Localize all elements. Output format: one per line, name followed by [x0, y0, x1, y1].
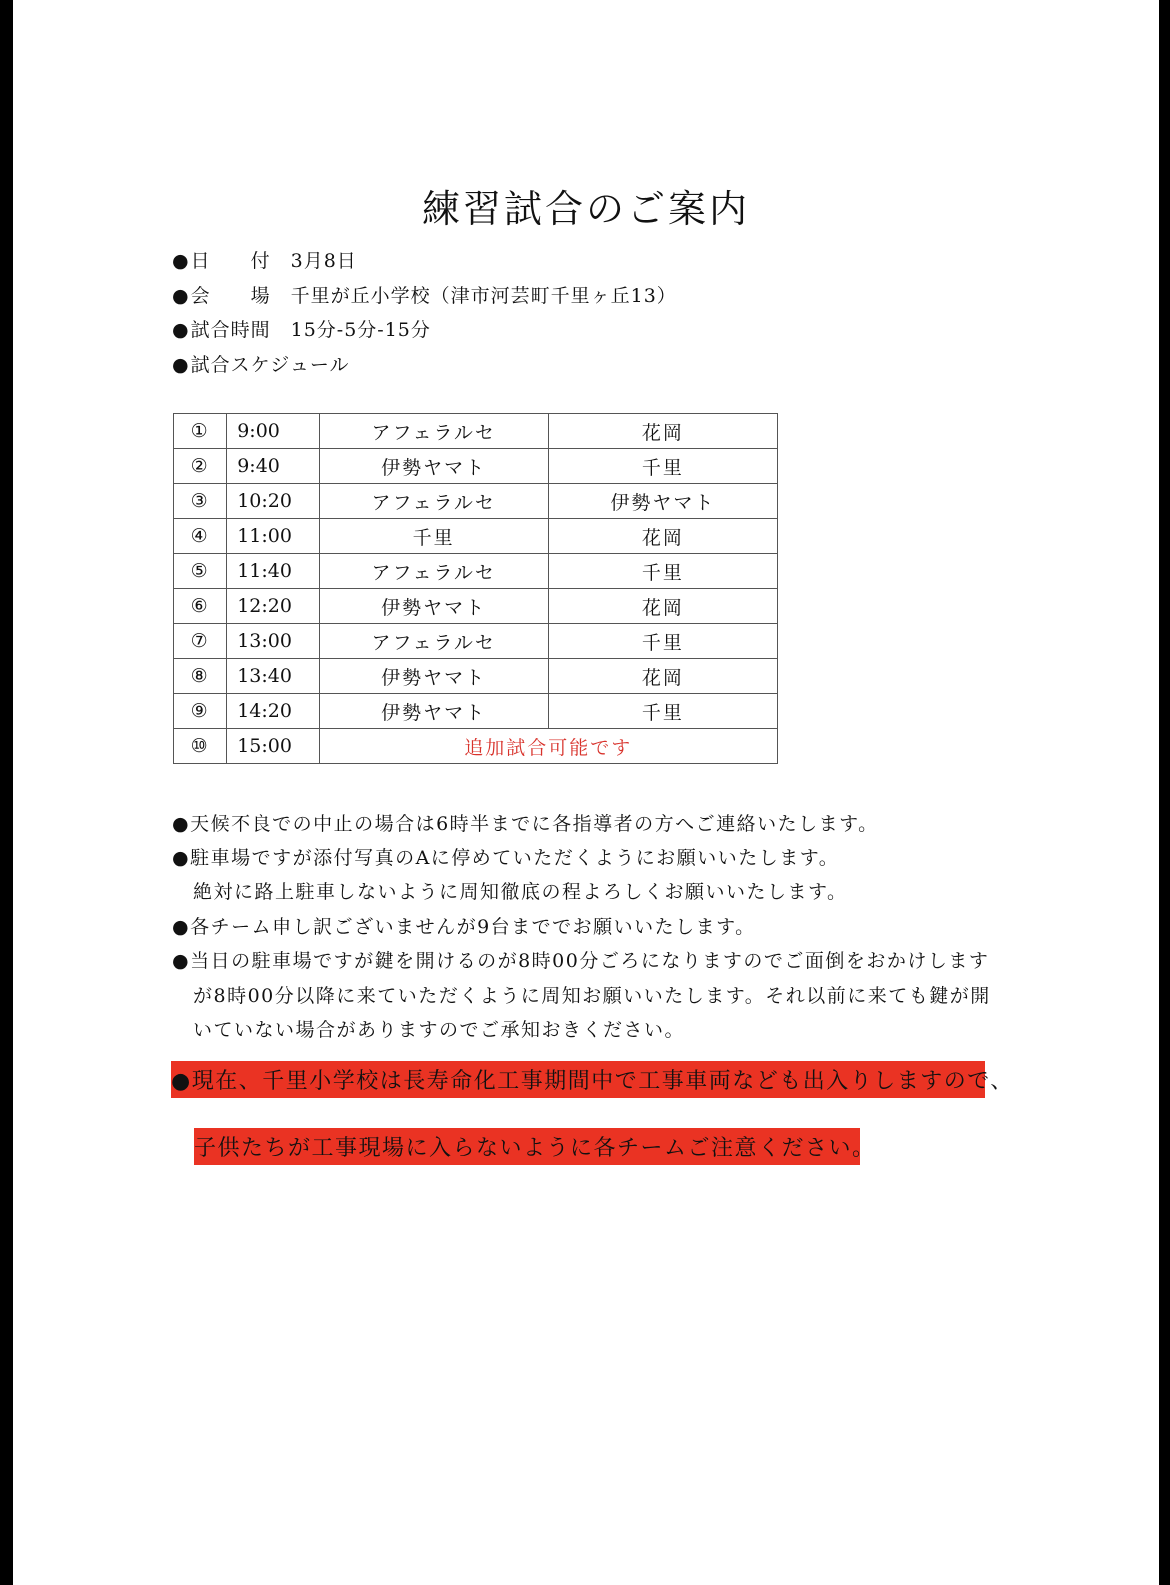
info-schedule-label: 試合スケジュール: [190, 354, 350, 376]
page-title: 練習試合のご案内: [421, 187, 750, 231]
match-number: ③: [174, 484, 227, 519]
bullet-icon: ●: [172, 250, 190, 272]
table-row: [174, 449, 778, 484]
note-parking-street: 絶対に路上駐車しないように周知徹底の程よろしくお願いいたします。: [193, 881, 848, 903]
team-a: 伊勢ヤマト: [319, 449, 548, 484]
info-date-label: 日 付: [190, 250, 271, 272]
team-b: 千里: [548, 694, 777, 729]
info-schedule: [172, 350, 349, 377]
warning-band-line1: [171, 1061, 1014, 1098]
match-time: 15:00: [227, 729, 319, 764]
table-row: [174, 659, 778, 694]
team-b: 花岡: [548, 659, 777, 694]
team-b: 伊勢ヤマト: [548, 484, 777, 519]
match-time: 10:20: [227, 484, 319, 519]
team-a: 伊勢ヤマト: [319, 694, 548, 729]
team-b: 千里: [548, 449, 777, 484]
team-a: 千里: [319, 519, 548, 554]
warning-text-line1: ●現在、千里小学校は長寿命化工事期間中で工事車両なども出入りしますので、: [171, 1069, 1014, 1094]
extra-match-note: 追加試合可能です: [319, 729, 777, 764]
team-a: 伊勢ヤマト: [319, 589, 548, 624]
table-row: [174, 694, 778, 729]
match-number: ⑥: [174, 589, 227, 624]
info-match-time-value: 15分-5分-15分: [290, 319, 431, 341]
team-b: 花岡: [548, 589, 777, 624]
team-a: 伊勢ヤマト: [319, 659, 548, 694]
team-a: アフェラルセ: [319, 624, 548, 659]
info-date-value: 3月8日: [290, 250, 357, 272]
table-row: [174, 624, 778, 659]
note-gate-line1: ●当日の駐車場ですが鍵を開けるのが8時00分ごろになりますのでご面倒をおかけします: [172, 950, 990, 972]
match-time: 9:40: [227, 449, 319, 484]
match-number: ⑩: [174, 729, 227, 764]
info-match-time: [172, 315, 431, 342]
info-match-time-label: 試合時間: [190, 319, 271, 341]
match-number: ④: [174, 519, 227, 554]
match-number: ⑤: [174, 554, 227, 589]
match-time: 13:00: [227, 624, 319, 659]
match-time: 14:20: [227, 694, 319, 729]
match-time: 12:20: [227, 589, 319, 624]
team-b: 花岡: [548, 414, 777, 449]
note-car-limit: ●各チーム申し訳ございませんが9台まででお願いいたします。: [172, 916, 756, 938]
table-row: [174, 554, 778, 589]
info-date: [172, 246, 357, 273]
bullet-icon: ●: [172, 354, 190, 376]
bullet-icon: ●: [172, 319, 190, 341]
team-b: 花岡: [548, 519, 777, 554]
note-gate-line2: が8時00分以降に来ていただくように周知お願いいたします。それ以前に来ても鍵が開: [193, 985, 991, 1007]
match-time: 11:00: [227, 519, 319, 554]
team-b: 千里: [548, 554, 777, 589]
warning-band-line2: [194, 1128, 876, 1165]
info-venue-label: 会 場: [190, 285, 271, 307]
bullet-icon: ●: [172, 285, 190, 307]
warning-text-line2: 子供たちが工事現場に入らないように各チームご注意ください。: [194, 1136, 876, 1161]
match-number: ⑨: [174, 694, 227, 729]
team-a: アフェラルセ: [319, 414, 548, 449]
schedule-table: [173, 413, 778, 764]
document-page: [13, 0, 1159, 1585]
match-number: ①: [174, 414, 227, 449]
match-time: 13:40: [227, 659, 319, 694]
team-b: 千里: [548, 624, 777, 659]
team-a: アフェラルセ: [319, 484, 548, 519]
info-venue-value: 千里が丘小学校（津市河芸町千里ヶ丘13）: [290, 285, 677, 307]
note-weather: ●天候不良での中止の場合は6時半までに各指導者の方へご連絡いたします。: [172, 813, 879, 835]
table-row: [174, 589, 778, 624]
match-number: ⑧: [174, 659, 227, 694]
note-parking: ●駐車場ですが添付写真のAに停めていただくようにお願いいたします。: [172, 847, 840, 869]
match-number: ②: [174, 449, 227, 484]
team-a: アフェラルセ: [319, 554, 548, 589]
match-number: ⑦: [174, 624, 227, 659]
table-row: [174, 414, 778, 449]
table-row: [174, 519, 778, 554]
note-gate-line3: いていない場合がありますのでご承知おきください。: [193, 1019, 686, 1041]
info-venue: [172, 281, 677, 308]
table-row-extra: [174, 729, 778, 764]
match-time: 9:00: [227, 414, 319, 449]
match-time: 11:40: [227, 554, 319, 589]
table-row: [174, 484, 778, 519]
